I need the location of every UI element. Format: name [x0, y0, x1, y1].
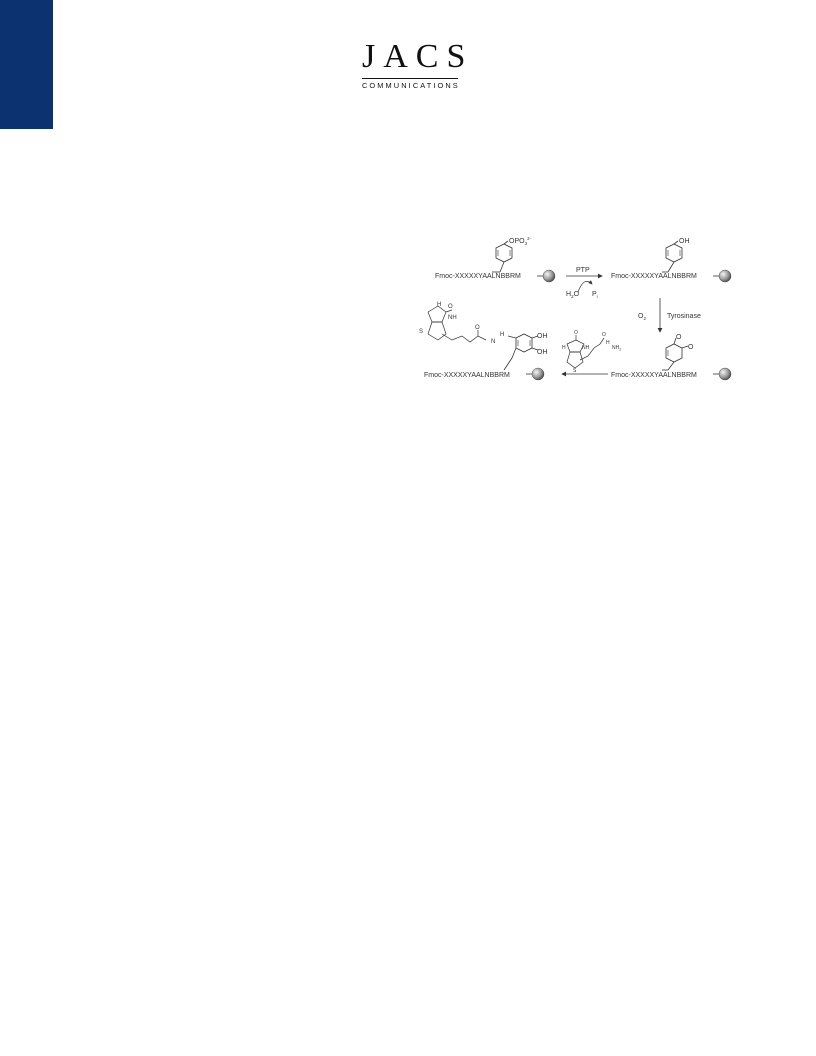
peptide-label-top-right: Fmoc-XXXXXYAALNBBRM: [611, 273, 697, 280]
product-oh: OH: [537, 333, 548, 340]
water-label: $H_2O$: [566, 291, 580, 299]
resin-bead: [719, 270, 731, 282]
resin-bead: [719, 368, 731, 380]
product-h: H: [437, 302, 442, 308]
logo-rule: [362, 78, 458, 79]
quinone-oxygen: O: [676, 334, 682, 341]
hydrazide-o: O: [602, 332, 606, 338]
journal-corner-tab: [0, 0, 53, 129]
curved-arrow: [578, 281, 592, 292]
product-carbonyl-o: O: [475, 325, 480, 331]
product-o: O: [448, 304, 453, 310]
jacs-logo: [362, 38, 466, 90]
logo-letter: J: [362, 38, 376, 75]
phosphotyrosine-structure: [492, 236, 532, 272]
biotin-hydrazide-structure: [562, 330, 621, 374]
quinone-structure: [662, 334, 694, 370]
peptide-label-top-left: Fmoc-XXXXXYAALNBBRM: [435, 273, 521, 280]
hydroxyl-label: OH: [679, 238, 690, 245]
product-nh-h: H: [500, 332, 505, 338]
logo-letter: C: [415, 38, 439, 75]
product-nh: NH: [448, 315, 457, 321]
peptide-label-bottom-left: Fmoc-XXXXXYAALNBBRM: [424, 372, 510, 379]
resin-bead: [532, 368, 544, 380]
biotin-h: H: [562, 345, 566, 351]
oxygen-label: $O_2$: [638, 313, 646, 321]
phosphate-release-label: $P_i$: [592, 291, 598, 299]
biotin-oxygen: O: [574, 330, 578, 336]
logo-letter: A: [383, 38, 408, 75]
hydrazide-nh2: $NH_2$: [612, 345, 622, 352]
product-s: S: [419, 329, 424, 335]
enzyme-ptp-label: PTP: [576, 267, 590, 274]
biotinylated-product-structure: [419, 302, 548, 370]
phosphate-label: $OPO_3^{2-}$: [509, 236, 532, 246]
quinone-oxygen: O: [688, 344, 694, 351]
enzyme-tyrosinase-label: Tyrosinase: [667, 313, 701, 320]
logo-subtitle: COMMUNICATIONS: [362, 81, 460, 90]
tyrosine-structure: [662, 238, 690, 272]
logo-letter: S: [446, 38, 466, 75]
biotin-s: S: [573, 368, 577, 374]
product-oh: OH: [537, 349, 548, 356]
peptide-label-bottom-right: Fmoc-XXXXXYAALNBBRM: [611, 372, 697, 379]
reaction-scheme-graphic: [412, 232, 737, 392]
product-n: N: [491, 339, 496, 345]
reaction-scheme: [412, 232, 737, 392]
resin-bead: [543, 270, 555, 282]
hydrazide-h: H: [606, 340, 610, 346]
biotin-nh: NH: [582, 345, 590, 351]
